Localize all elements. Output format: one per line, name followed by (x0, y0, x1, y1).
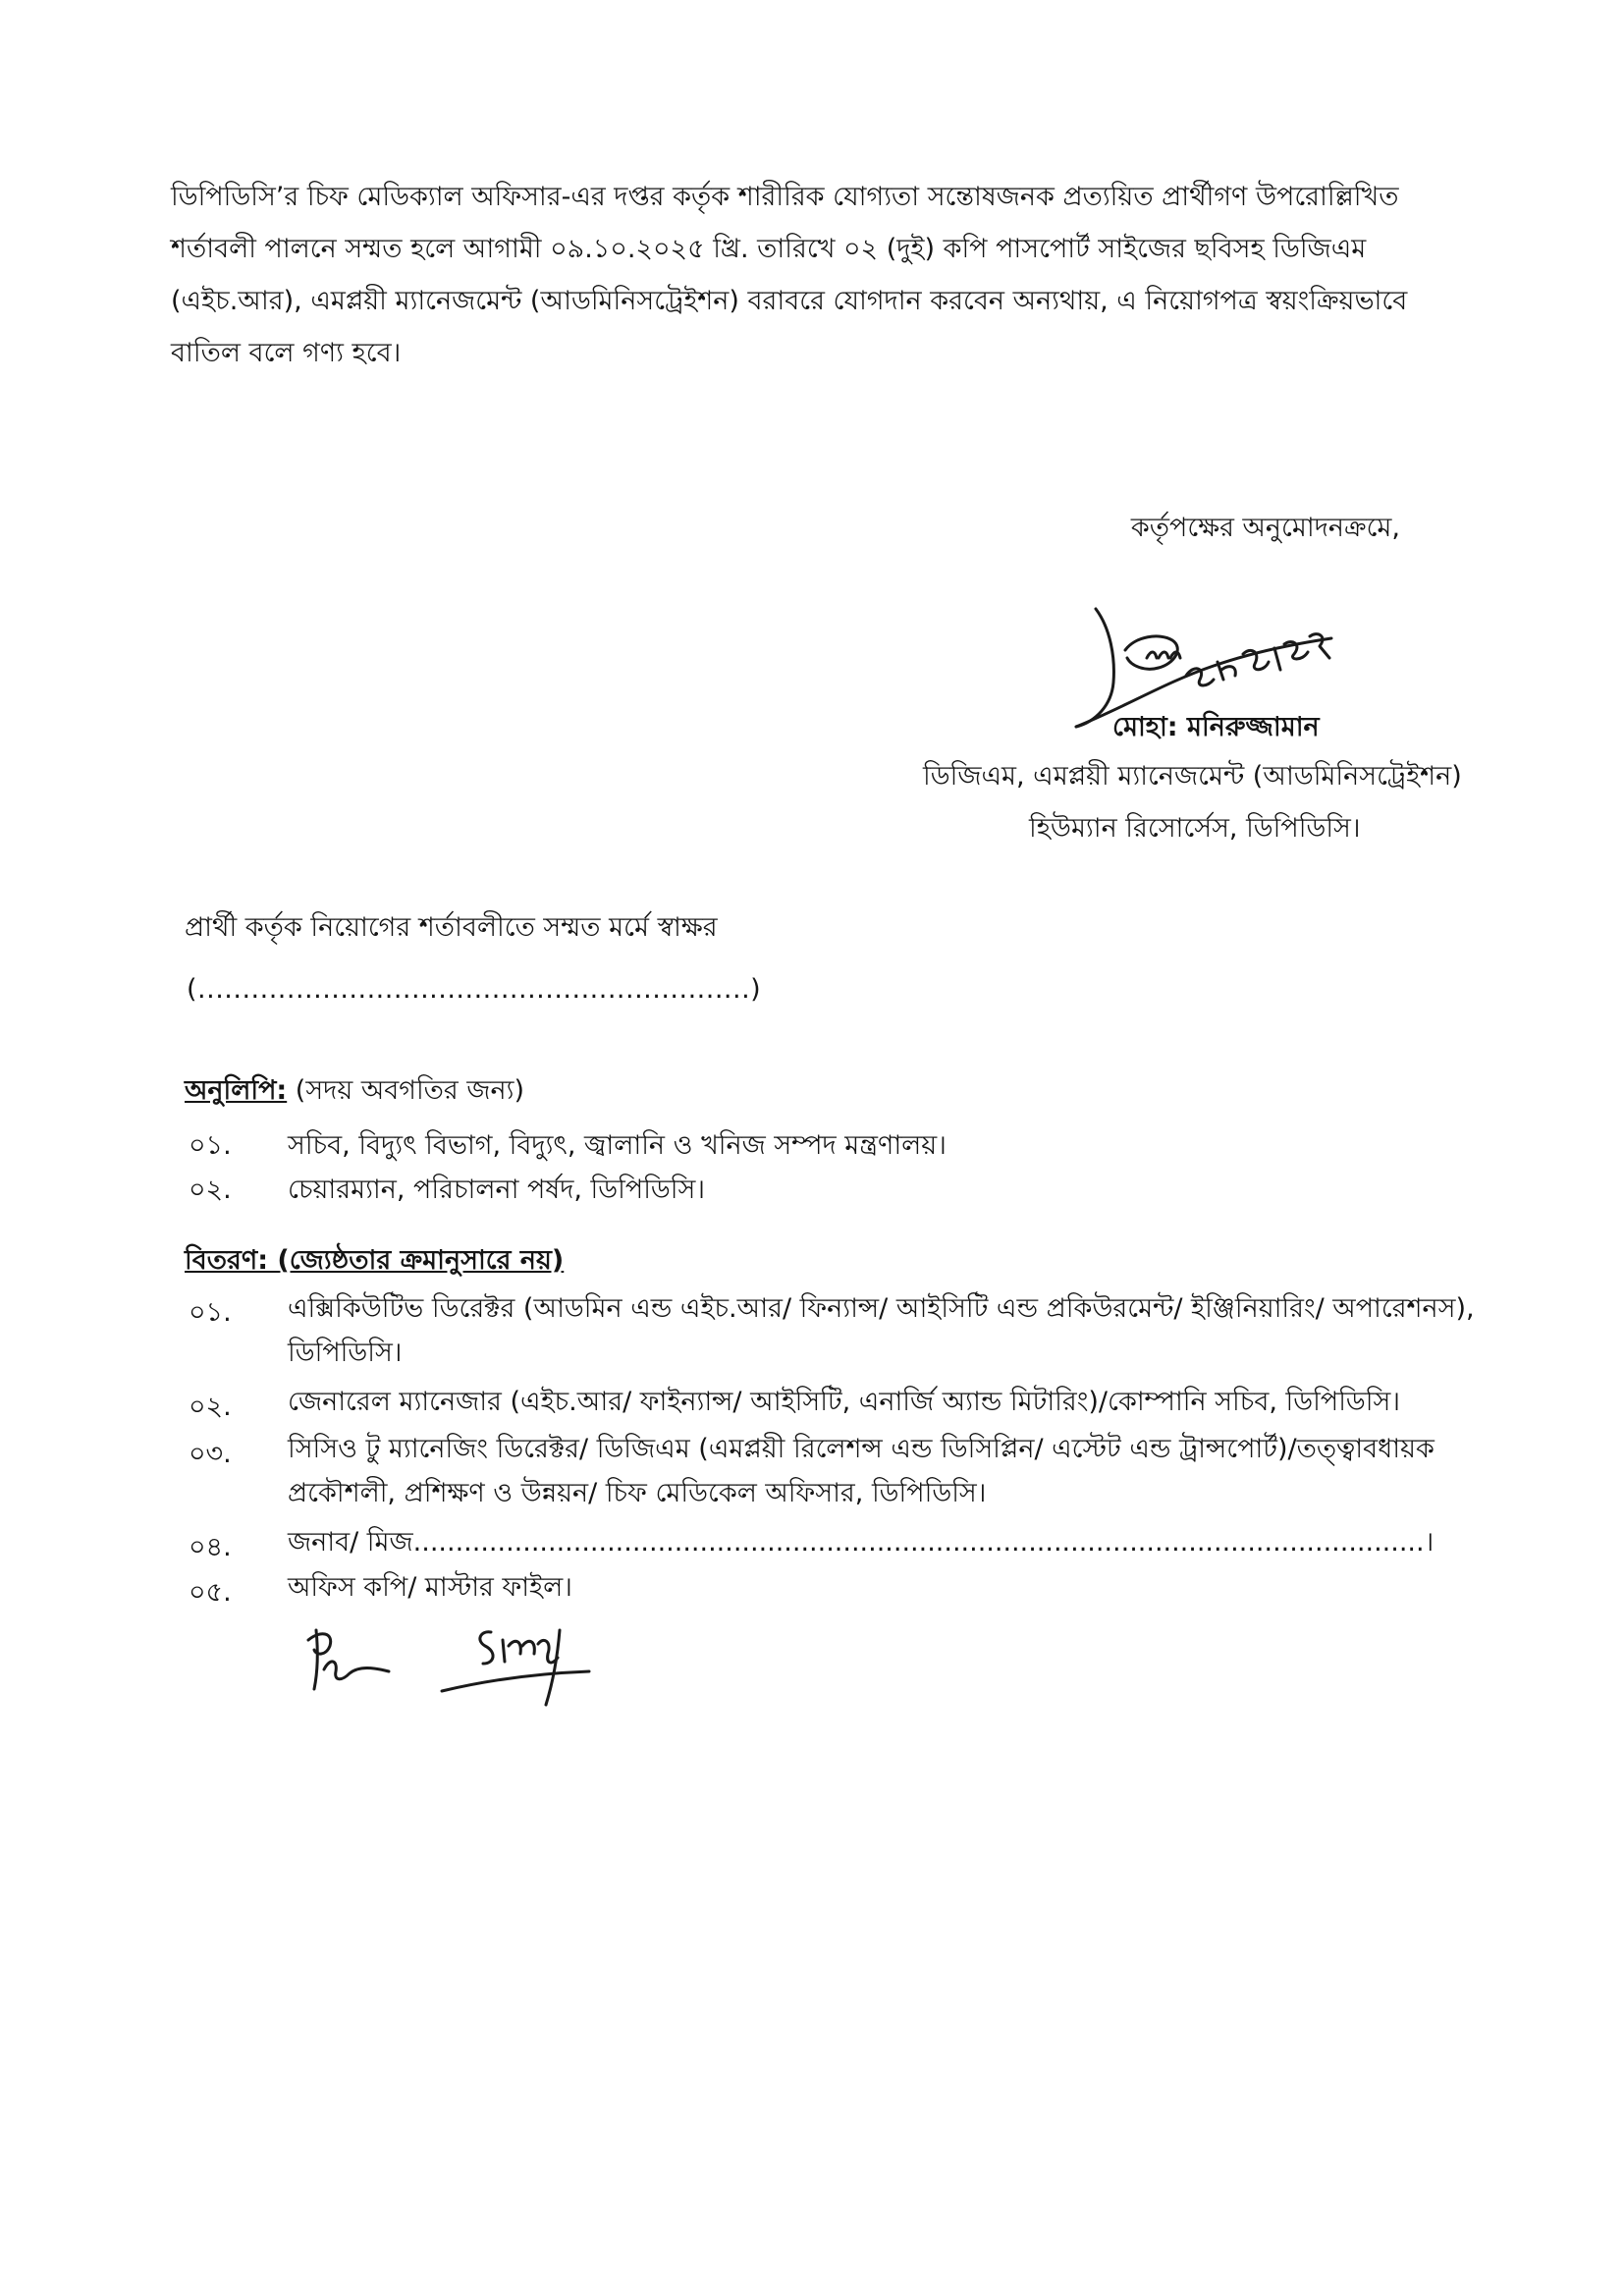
distribution-heading (185, 1240, 564, 1285)
distribution-item-line1: অফিস কপি/ মাস্টার ফাইল। (288, 1572, 572, 1603)
distribution-item-number: ০৪. (189, 1532, 232, 1562)
signatory-department: হিউম্যান রিসোর্সেস, ডিপিডিসি। (1029, 813, 1361, 844)
consent-signature-placeholder: (..............................................................) (187, 974, 762, 1005)
consent-text: প্রার্থী কর্তৃক নিয়োগের শর্তাবলীতে সম্মত মর্মে স্বাক্ষর (185, 912, 718, 943)
paragraph-line-3: (এইচ.আর), এমপ্লয়ী ম্যানেজমেন্ট (আডমিনিসট্রেইশন) বরাবরে যোগদান করবেন অন্যথায়, এ নিয়োগপত্র স্বয়ংক্রিয়ভাবে (171, 286, 1408, 316)
paragraph-line-4: বাতিল বলে গণ্য হবে। (171, 338, 402, 368)
paragraph-line-1: ডিপিডিসি’র চিফ মেডিক্যাল অফিসার-এর দপ্তর কর্তৃক শারীরিক যোগ্যতা সন্তোষজনক প্রত্যয়িত প্রার্থীগণ উপরোল্লিখিত (171, 182, 1399, 212)
signatory-name: মোহা: মনিরুজ্জামান (1112, 712, 1320, 742)
approval-text: কর্তৃপক্ষের অনুমোদনক্রমে, (1130, 513, 1400, 543)
copies-note: (সদয় অবগতির জন্য) (295, 1075, 524, 1106)
distribution-item-line1: জেনারেল ম্যানেজার (এইচ.আর/ ফাইন্যান্স/ আইসিটি, এনার্জি অ্যান্ড মিটারিং)/কোম্পানি সচিব, ডিপিডিসি। (288, 1387, 1401, 1417)
copies-item-number: ০১. (189, 1130, 232, 1161)
copies-item-number: ০২. (189, 1175, 232, 1205)
initials-signature-image (295, 1611, 648, 1719)
distribution-label: বিতরণ: (জ্যেষ্ঠতার ক্রমানুসারে নয়) (185, 1245, 565, 1276)
distribution-item-number: ০১. (189, 1297, 232, 1328)
signatory-designation: ডিজিএম, এমপ্লয়ী ম্যানেজমেন্ট (আডমিনিসট্রেইশন) (923, 761, 1462, 792)
distribution-item-number: ০২. (189, 1392, 232, 1422)
distribution-item-line1: এক্সিকিউটিভ ডিরেক্টর (আডমিন এন্ড এইচ.আর/ ফিন্যান্স/ আইসিটি এন্ড প্রকিউরমেন্ট/ ইঞ্জিনিয়ারিং/ অপারেশনস), (288, 1293, 1475, 1324)
distribution-item-line2: ডিপিডিসি। (288, 1338, 403, 1368)
distribution-item-number: ০৩. (189, 1439, 232, 1469)
copies-heading (185, 1070, 524, 1115)
copies-item-text: সচিব, বিদ্যুৎ বিভাগ, বিদ্যুৎ, জ্বালানি ও খনিজ সম্পদ মন্ত্রণালয়। (288, 1130, 947, 1161)
distribution-item-line1: সিসিও টু ম্যানেজিং ডিরেক্টর/ ডিজিএম (এমপ্লয়ী রিলেশন্স এন্ড ডিসিপ্লিন/ এস্টেট এন্ড ট্রান্সপোর্ট)/তত্ত্বাবধায়ক (288, 1434, 1435, 1464)
distribution-item-line1: জনাব/ মিজ........................................................................................................................। (288, 1527, 1435, 1558)
distribution-item-number: ০৫. (189, 1577, 232, 1608)
distribution-item-line2: প্রকৌশলী, প্রশিক্ষণ ও উন্নয়ন/ চিফ মেডিকেল অফিসার, ডিপিডিসি। (288, 1478, 987, 1508)
copies-label: অনুলিপি: (185, 1075, 288, 1106)
paragraph-line-2: শর্তাবলী পালনে সম্মত হলে আগামী ০৯.১০.২০২৫ খ্রি. তারিখে ০২ (দুই) কপি পাসপোর্ট সাইজের ছবিসহ ডিজিএম (171, 234, 1367, 264)
copies-item-text: চেয়ারম্যান, পরিচালনা পর্ষদ, ডিপিডিসি। (288, 1175, 706, 1205)
